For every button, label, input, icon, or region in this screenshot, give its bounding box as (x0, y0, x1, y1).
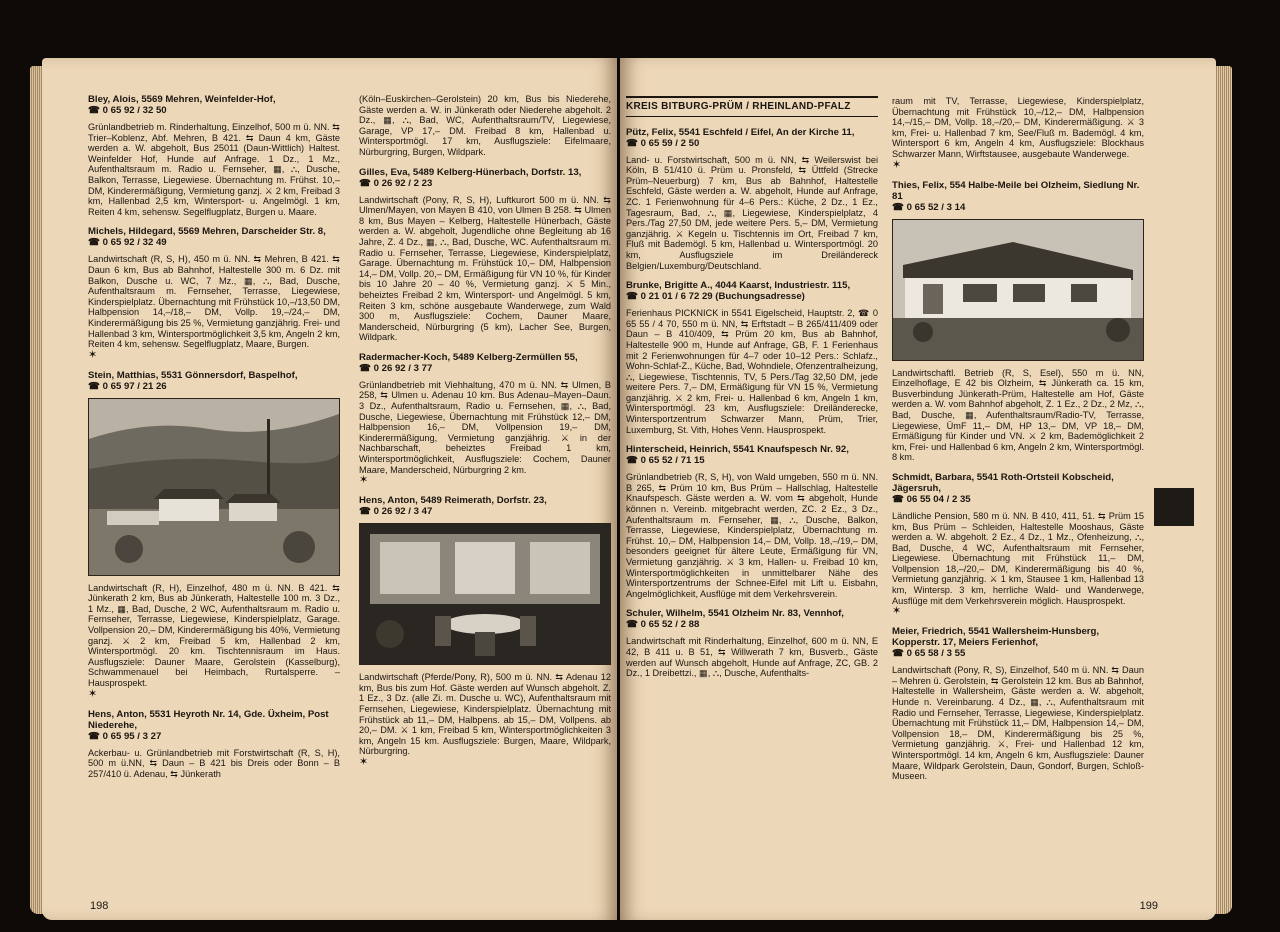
listing-continuation (892, 96, 1144, 171)
phone-number: ☎ 0 65 97 / 21 26 (88, 380, 167, 392)
star-mark: ✶ (892, 605, 902, 618)
farm-landscape-photo (88, 398, 340, 576)
listing-gilles: Gilles, Eva, 5489 Kelberg-Hünerbach, Dorfstr. 13, ☎ 0 26 92 / 2 23 Landwirtschaft (Pony, R, S, H), Luftkurort 500 m ü. NN. ⇆ Ulmen/Mayen, von Mayen B 410, von Ulmen B 258. ⇆ Ulmen 8 km, Bus Mayen – Kelberg, Haltestelle Hünerbach, Gäste werden a. W. abgeholt, Jugendliche ohne Begleitung ab 16 Jahre, Z. 4 Dz., ▦, ⛬, Bad, Dusche, WC. Aufenthaltsraum m. Radio u. Fernseher, Terrasse, Liegewiese, Kinderspielplatz, Garage. Übernachtung m. Frühstück 10,– DM, Halbpension 14,– DM, Vollp. 20,– DM, Ermäßigung für VN 10 %, für Kinder bis 10 Jahre 20 – 40 %, Vermietung ganzj. ⚔ 5 Min., beheiztes Freibad 2 km, Wintersport- und Angelmögl. 5 km, Reiten 3 km, schöne ausgebaute Wanderwege, zum Wald 300 m, Ausflugsziele: Cochem, Dauner Maare, Manderscheid, Nürburgring (5 km), Lacher See, Burgen, Wildpark. (359, 166, 611, 343)
phone-number: ☎ 0 26 92 / 2 23 (359, 177, 433, 189)
listing-meier: Meier, Friedrich, 5541 Wallersheim-Hunsberg, Kopperstr. 17, Meiers Ferienhof, ☎ 0 65 58 / 3 55 Landwirtschaft (Pony, R, S), Einzelhof, 540 m ü. NN. ⇆ Daun – Mehren ü. Gerolstein, ⇆ Gerolstein 12 km. Bus ab Bahnhof, Haltestelle in Wallersheim, Gäste werden a. W. abgeholt, Hunde n. Vereinbarung. 4 Dz., ▦, ⛬, Aufenthaltsraum mit Radio und Fernseher, Terrasse, Liegewiese, Kinderspielplatz. Übernachtung mit Frühstück 11,– DM, Halbpension 14,– DM, Vollpension 18,– DM, Kinderermäßigung bis 25 %, Vermietung ganzjährig. ⚔, Frei- und Hallenbad 12 km, Wintersportmögl. 14 km, Angeln 6 km, Ausflugsziele: Dauner Maare, Wildpark Gerolstein, Daun, Gondorf, Burgen, Schloß-Museen. (892, 626, 1144, 782)
region-header: KREIS BITBURG-PRÜM / RHEINLAND-PFALZ (626, 96, 878, 117)
phone-number: ☎ 0 65 59 / 2 50 (626, 137, 700, 149)
listing-text: Landwirtschaft (R, H), Einzelhof, 480 m ü. NN. B 421. ⇆ Jünkerath 2 km, Bus ab Jünkerath, Haltestelle 100 m. 3 Dz., 1 Mz., ▦, Bad, Dusche, 2 WC, Aufenthaltsraum m. Radio u. Fernseher, Terrasse, Liegewiese, Kinderspielplatz, Garage. Vollpension 20,– DM, Kinderermäßigung bis 40%, Vermietung ganzj. ⚔ 2 km, Freibad 5 km, Hallenbad 2 km, Wintersportmögl. 20 km. Tischtennisraum im Haus. Ausflugsziele: Dauner Maare, Gerolstein (Kasselburg), Schwammenauel bei Heimbach, Rurtalsperre. – Hausprospekt. (88, 582, 340, 689)
listing-schmidt: Schmidt, Barbara, 5541 Roth-Ortsteil Kobscheid, Jägersruh, ☎ 06 55 04 / 2 35 Ländliche Pension, 580 m ü. NN. B 410, 411, 51. ⇆ Prüm 15 km, Bus Prüm – Schleiden, Haltestelle Mooshaus, Gäste werden a. W. abgeholt. 2 Ez., 4 Dz., 1 Mz., Ofenheizung, ⛬, Bad, Dusche, 4 WC, Aufenthaltsraum mit Fernseher, Liegewiese. Übernachtung mit Frühstück 11,– DM, Vollpension 18,–/20,– DM, Kinderermäßigung bis 40 %, Vermietung ganzjährig. ⚔ 1 km, Stausee 1 km, Hallenbad 13 km, Wintersp. 3 km, herrliche Wald- und Wanderwege, Ausflüge mit dem Verkehrsverein möglich. Hausprospekt. ✶ (892, 471, 1144, 618)
listing-continuation (359, 94, 611, 158)
listing-text: Grünlandbetrieb m. Rinderhaltung, Einzelhof, 500 m ü. NN. ⇆ Trier–Koblenz, Abf. Mehren, B 421. ⇆ Daun 4 km, Gäste werden a. W. abgeholt, Bus 25011 (Daun-Wittlich) Haltest. Weinfelder Hof, Hunde auf Anfrage. 1 Dz., 1 Mz., Aufenthaltsraum m. Radio u. Fernseher, ▦, ⛬, Dusche, Balkon, Terrasse, Liegewiese. Übernachtung m. Frühst. 10,– DM, Kinderermäßigung, Vermietung ganzj. ⚔ 2 km, Freibad 3 km, Hallenbad 2,5 km, Wintersport- u. Angelmögl. 1 km, Reiten 4 km, sehensw. Segelflugplatz, Burgen u. Maare. (88, 122, 340, 217)
listing-bley: Bley, Alois, 5569 Mehren, Weinfelder-Hof, ☎ 0 65 92 / 32 50 Grünlandbetrieb m. Rinderhaltung, Einzelhof, 500 m ü. NN. ⇆ Trier–Koblenz, Abf. Mehren, B 421. ⇆ Daun 4 km, Gäste werden a. W. abgeholt, Bus 25011 (Daun-Wittlich) Haltest. Weinfelder Hof, Hunde auf Anfrage. 1 Dz., 1 Mz., Aufenthaltsraum m. Radio u. Fernseher, ▦, ⛬, Dusche, Balkon, Terrasse, Liegewiese. Übernachtung m. Frühst. 10,– DM, Kinderermäßigung, Vermietung ganzj. ⚔ 2 km, Freibad 3 km, Hallenbad 2,5 km, Wintersport- u. Angelmögl. 1 km, Reiten 4 km, sehensw. Segelflugplatz, Burgen u. Maare. (88, 94, 340, 217)
listing-text: Ländliche Pension, 580 m ü. NN. B 410, 411, 51. ⇆ Prüm 15 km, Bus Prüm – Schleiden, Haltestelle Mooshaus, Gäste werden a. W. abgeholt. 2 Ez., 4 Dz., 1 Mz., Ofenheizung, ⛬, Bad, Dusche, 4 WC, Aufenthaltsraum mit Fernseher, Liegewiese. Übernachtung mit Frühstück 11,– DM, Vollpension 18,–/20,– DM, Kinderermäßigung bis 40 %, Vermietung ganzjährig. ⚔ 1 km, Stausee 1 km, Hallenbad 13 km, Wintersp. 3 km, herrliche Wald- und Wanderwege, Ausflüge mit dem Verkehrsverein möglich. Hausprospekt. (892, 510, 1144, 606)
star-mark: ✶ (88, 348, 98, 361)
phone-number: ☎ 0 65 52 / 3 14 (892, 201, 966, 213)
left-col-1 (88, 94, 340, 788)
listing-text: raum mit TV, Terrasse, Liegewiese, Kinderspielplatz, Übernachtung mit Frühstück 10,–/12,– DM, Halbpension 14,–/15,– DM, Vollp. 18,–/20,– DM, Kinderermäßigung. ⚔ 3 km, Frei- u. Hallenbad 7 km, See/Fluß m. Bademögl. 4 km, Wintersport 6 km, Angeln 4 km, Ausflugsziele: Blockhaus Schwarzer Mann, Wirftstausee, ausgebaute Wanderwege. (892, 96, 1144, 159)
listing-text: Landwirtschaft mit Rinderhaltung, Einzelhof, 600 m ü. NN, E 42, B 411 u. B 51, ⇆ Willwerath 7 km, Busverb., Gäste werden auf Wunsch abgeholt, Hunde auf Anfrage, ZC, GB. 2 Dz., 1 Dreibettzi., ▦, ⛬, Dusche, Aufenthalts- (626, 636, 878, 679)
listing-hens-heyroth: Hens, Anton, 5531 Heyroth Nr. 14, Gde. Üxheim, Post Niederehe, ☎ 0 65 95 / 3 27 Ackerbau- u. Grünlandbetrieb mit Forstwirtschaft (R, S, H), 500 m ü.NN, ⇆ Daun – B 421 bis Dreis oder Bonn – B 257/410 ü. Adenau, ⇆ Jünkerath (88, 708, 340, 779)
house-photo (892, 219, 1144, 361)
right-col-2 (892, 96, 1144, 791)
thumb-index-tab (1154, 488, 1194, 526)
left-page (42, 58, 617, 920)
listing-puetz: Pütz, Felix, 5541 Eschfeld / Eifel, An der Kirche 11, ☎ 0 65 59 / 2 50 Land- u. Forstwirtschaft, 500 m ü. NN, ⇆ Weilerswist bei Köln, B 51/410 ü. Prüm u. Pronsfeld, ⇆ Üttfeld (Strecke Prüm–Neuerburg) 7 km, Bus ab Bahnhof, Haltestelle Eschfeld, Gäste werden a. W. abgeholt, Hunde auf Anfrage, ZC. 1 Ferienwohnung für 4–6 Pers.: Küche, 2 Dz., 1 Ez., Tagesraum, Bad, ⛬, ▦, Liegewiese, Kinderspielplatz, 4 Pers./Tag 27,50 DM, jede weitere Pers. 5,– DM, Vermietung ganzjährig. ⚔ Kegeln u. Tischtennis im Ort, Freibad 7 km, Fluß mit Bademögl. 5 km, Hallenbad u. Wintersportmögl. 20 km, Ausflugsziele im Dreiländereck Belgien/Luxemburg/Deutschland. (626, 126, 878, 271)
listing-text: Ackerbau- u. Grünlandbetrieb mit Forstwirtschaft (R, S, H), 500 m ü.NN, ⇆ Daun – B 421 bis Dreis oder Bonn – B 257/410 ü. Adenau, ⇆ Jünkerath (88, 747, 340, 779)
listing-text: Landwirtschaft (Pony, R, S, H), Luftkurort 500 m ü. NN. ⇆ Ulmen/Mayen, von Mayen B 410, von Ulmen B 258. ⇆ Ulmen 8 km, Bus Mayen – Kelberg, Haltestelle Hünerbach, Gäste werden a. W. abgeholt, Jugendliche ohne Begleitung ab 16 Jahre, Z. 4 Dz., ▦, ⛬, Bad, Dusche, WC. Aufenthaltsraum m. Radio u. Fernseher, Terrasse, Liegewiese, Kinderspielplatz, Garage. Übernachtung m. Frühstück 10,– DM, Halbpension 14,– DM, Vollp. 20,– DM, Ermäßigung für VN 10 %, für Kinder bis 10 Jahre 20 – 40 %, Vermietung ganzj. ⚔ 5 Min., beheiztes Freibad 2 km, Wintersport- und Angelmögl. 5 km, Reiten 3 km, schöne ausgebaute Wanderwege, zum Wald 300 m, Ausflugsziele: Cochem, Dauner Maare, Manderscheid, Nürburgring (5 km), Lacher See, Burgen, Wildpark. (359, 194, 611, 343)
phone-number: ☎ 0 65 52 / 2 88 (626, 619, 700, 631)
listing-text: (Köln–Euskirchen–Gerolstein) 20 km, Bus bis Niederehe, Gäste werden a. W. in Jünkerath oder Niederehe abgeholt. 2 Dz., ▦, ⛬, Bad, WC, Aufenthaltsraum/TV, Liegewiese, Garage, VP 17,– DM. Freibad 8 km, Hallenbad u. Wintersportmögl. 17 km, Ausflugsziele: Eifelmaare, Nürburgring, Burgen, Wildpark. (359, 94, 611, 157)
star-mark: ✶ (892, 158, 902, 171)
star-mark: ✶ (359, 755, 369, 768)
left-col-2 (359, 94, 611, 777)
listing-radermacher: Radermacher-Koch, 5489 Kelberg-Zermüllen 55, ☎ 0 26 92 / 3 77 Grünlandbetrieb mit Viehhaltung, 470 m ü. NN. ⇆ Ulmen, B 258, ⇆ Ulmen u. Adenau 10 km. Bus Adenau–Mayen–Daun. 3 Dz., Aufenthaltsraum, Radio u. Fernsehen, ▦, ⛬, Bad, Dusche, Liegewiese, Übernachtung mit Frühstück 12,– DM, Halbpension 16,– DM, Vollpension 19,– DM, Kinderermäßigung, Vermietung ganzjährig. ⚔ in der Nachbarschaft, beheiztes Freibad 1 km, Wintersportmöglichkeit, Ausflugsziele: Cochem, Dauner Maare, Manderscheid, Nürburgring 2 km. ✶ (359, 351, 611, 487)
phone-number: ☎ 0 21 01 / 6 72 29 (Buchungsadresse) (626, 291, 805, 303)
listing-text: Landwirtschaft (Pony, R, S), Einzelhof, 540 m ü. NN. ⇆ Daun – Mehren ü. Gerolstein, ⇆ Gerolstein 12 km. Bus ab Bahnhof, Haltestelle in Wallersheim, Gäste werden a. W. abgeholt, Hunde n. Vereinbarung. 4 Dz., ▦, ⛬, Aufenthaltsraum mit Radio und Fernseher, Terrasse, Liegewiese, Kinderspielplatz. Übernachtung mit Frühstück 11,– DM, Halbpension 14,– DM, Vollpension 18,– DM, Kinderermäßigung bis 25 %, Vermietung ganzjährig. ⚔, Frei- und Hallenbad 12 km, Wintersportmögl. 14 km, Angeln 6 km, Ausflugsziele: Dauner Maare, Wildpark Gerolstein, Daun, Gondorf, Burgen, Schloß-Museen. (892, 665, 1144, 782)
listing-text: Landwirtschaft (Pferde/Pony, R), 500 m ü. NN. ⇆ Adenau 12 km, Bus bis zum Hof. Gäste werden auf Wunsch abgeholt. Z. 1 Ez., 3 Dz. (alle Zi. m. Dusche u. WC), Aufenthaltsraum mit Fernsehen, Liegewiese, Kinderspielplatz. Übernachtung mit Frühstück ab 11,– DM, Halbpens. ab 15,– DM, Vollpens. ab 20,– DM. ⚔ 1 km, Freibad 5 km, Wintersportmöglichkeiten 3 km, Angeln 15 km. Ausflugsziele: Burgen, Maare, Wildpark, Nürburgring. (359, 672, 611, 757)
page-number-right: 199 (1139, 900, 1158, 912)
listing-schuler: Schuler, Wilhelm, 5541 Olzheim Nr. 83, Vennhof, ☎ 0 65 52 / 2 88 Landwirtschaft mit Rinderhaltung, Einzelhof, 600 m ü. NN, E 42, B 411 u. B 51, ⇆ Willwerath 7 km, Busverb., Gäste werden auf Wunsch abgeholt, Hunde auf Anfrage, ZC, GB. 2 Dz., 1 Dreibettzi., ▦, ⛬, Dusche, Aufenthalts- (626, 608, 878, 679)
right-col-1 (626, 96, 878, 688)
listing-text: Landwirtschaft (R, S, H), 450 m ü. NN. ⇆ Mehren, B 421. ⇆ Daun 6 km, Bus ab Bahnhof, Haltestelle 300 m. 6 Dz. mit Balkon, Dusche u. WC, 7 Mz., ▦, ⛬, Bad, Dusche, Aufenthaltsraum m. Fernseher, Terrasse, Liegewiese, Kinderspielplatz. Übernachtung mit Frühstück 10,–/13,50 DM, Halbpension 14,–/18,– DM, Vollp. 19,–/24,– DM, Kinderermäßigung bis 25 %, Vermietung ganzjährig. Frei- und Hallenbad 3 km, Wintersportmöglichkeit 3,5 km, Angeln 2 km, Reiten 4 km, sehensw. Segelflugplatz, Maare, Burgen. (88, 254, 340, 350)
listing-text: Grünlandbetrieb (R, S, H), von Wald umgeben, 550 m ü. NN. B 265, ⇆ Prüm 10 km, Bus Prüm – Hallschlag, Haltestelle Knaufspesch. Gäste werden a. W. vom ⇆ abgeholt, Hunde können n. Vereinb. mitgebracht werden, ZC. 2 Ez., 3 Dz., Aufenthaltsraum m. Fernseher, ▦, ⛬, Dusche, Balkon, Terrasse, Liegewiese, Kinderspielplatz, Übernachtung m. Frühst. 10,– DM, Halbpension 14,– DM, Vollp. 18,–/19,– DM, besonders geeignet für ältere Leute, Ermäßigung für VN, Vermietung ganzjährig. ⚔ 3 km, Hallen- u. Freibad 10 km, Wintersportmöglichkeiten in unmittelbarer Nähe des Wintersportzentrums der Schnee-Eifel mit Lift u. Eisbahn, Angelmöglichkeit, Ausflüge mit dem Verkehrsverein. (626, 472, 878, 599)
listing-text: Land- u. Forstwirtschaft, 500 m ü. NN, ⇆ Weilerswist bei Köln, B 51/410 ü. Prüm u. Pronsfeld, ⇆ Üttfeld (Strecke Prüm–Neuerburg) 7 km, Bus ab Bahnhof, Haltestelle Eschfeld, Gäste werden a. W. abgeholt, Hunde auf Anfrage, ZC. 1 Ferienwohnung für 4–6 Pers.: Küche, 2 Dz., 1 Ez., Tagesraum, Bad, ⛬, ▦, Liegewiese, Kinderspielplatz, 4 Pers./Tag 27,50 DM, jede weitere Pers. 5,– DM, Vermietung ganzjährig. ⚔ Kegeln u. Tischtennis im Ort, Freibad 7 km, Fluß mit Bademögl. 5 km, Hallenbad u. Wintersportmögl. 20 km, Ausflugsziele im Dreiländereck Belgien/Luxemburg/Deutschland. (626, 154, 878, 271)
phone-number: ☎ 0 65 58 / 3 55 (892, 648, 966, 660)
star-mark: ✶ (359, 474, 369, 487)
phone-number: ☎ 0 26 92 / 3 47 (359, 506, 433, 518)
phone-number: ☎ 0 26 92 / 3 77 (359, 362, 433, 374)
listing-michels: Michels, Hildegard, 5569 Mehren, Darscheider Str. 8, ☎ 0 65 92 / 32 49 Landwirtschaft (R, S, H), 450 m ü. NN. ⇆ Mehren, B 421. ⇆ Daun 6 km, Bus ab Bahnhof, Haltestelle 300 m. 6 Dz. mit Balkon, Dusche u. WC, 7 Mz., ▦, ⛬, Bad, Dusche, Aufenthaltsraum m. Fernseher, Terrasse, Liegewiese, Kinderspielplatz. Übernachtung mit Frühstück 10,–/13,50 DM, Halbpension 14,–/18,– DM, Vollp. 19,–/24,– DM, Kinderermäßigung bis 25 %, Vermietung ganzjährig. Frei- und Hallenbad 3 km, Wintersportmöglichkeit 3,5 km, Angeln 2 km, Reiten 4 km, sehensw. Segelflugplatz, Maare, Burgen. ✶ (88, 226, 340, 361)
listing-text: Grünlandbetrieb mit Viehhaltung, 470 m ü. NN. ⇆ Ulmen, B 258, ⇆ Ulmen u. Adenau 10 km. Bus Adenau–Mayen–Daun. 3 Dz., Aufenthaltsraum, Radio u. Fernsehen, ▦, ⛬, Bad, Dusche, Liegewiese, Übernachtung mit Frühstück 12,– DM, Halbpension 16,– DM, Vollpension 19,– DM, Kinderermäßigung, Vermietung ganzjährig. ⚔ in der Nachbarschaft, beheiztes Freibad 1 km, Wintersportmöglichkeit, Ausflugsziele: Cochem, Dauner Maare, Manderscheid, Nürburgring 2 km. (359, 379, 611, 475)
phone-number: ☎ 06 55 04 / 2 35 (892, 493, 971, 505)
phone-number: ☎ 0 65 92 / 32 50 (88, 105, 167, 116)
page-number-left: 198 (90, 900, 109, 912)
listing-hens-reimerath: Hens, Anton, 5489 Reimerath, Dorfstr. 23, ☎ 0 26 92 / 3 47 Landwirtschaft (Pferde/Pony, R), 500 m ü. NN. ⇆ Adenau 12 km, Bus bis zum Hof. Gäste werden auf Wunsch abgeholt. Z. 1 Ez., 3 Dz. (alle Zi. m. Dusche u. WC), Aufenthaltsraum mit Fernsehen, Liegewiese, Kinderspielplatz. Übernachtung mit Frühstück ab 11,– DM, Halbpens. ab 15,– DM, Vollpens. ab 20,– DM. ⚔ 1 km, Freibad 5 km, Wintersportmöglichkeiten 3 km, Angeln 15 km. Ausflugsziele: Burgen, Maare, Wildpark, Nürburgring. ✶ (359, 495, 611, 768)
phone-number: ☎ 0 65 92 / 32 49 (88, 237, 167, 249)
listing-text: Ferienhaus PICKNICK in 5541 Eigelscheid, Hauptstr. 2, ☎ 0 65 55 / 4 70, 550 m ü. NN, ⇆ Erftstadt – B 265/411/409 oder Daun – B 410/409, ⇆ Prüm 20 km, Bus ab Bahnhof, Haltestelle 900 m, Hunde auf Anfrage, GB, F. 1 Ferienhaus mit 2 Ferienwohnungen für 4–7 oder 10–12 Pers.: Schlafz., Wohn-Schlaf-Z., Küche, Bad, Wohndiele, Ofenzentralheizung, ⛬, Liegewiese, Tischtennis, TV, 5 Pers./Tag 32,50 DM, jede weitere Pers. 7,– DM, Ermäßigung für VN 15 %, Vermietung ganzjährig. ⚔ 2 km, Frei- u. Hallenbad 6 km, Angeln 1 km, Wintersportmögl. 23 km, Ausflugsziele: Dreiländerecke, Wintersportzentrum Schwarzer Mann, Prüm, Trier, Luxemburg, St. Vith, Hohes Venn. Hausprospekt. (626, 308, 878, 435)
listing-hinterscheid: Hinterscheid, Heinrich, 5541 Knaufspesch Nr. 92, ☎ 0 65 52 / 71 15 Grünlandbetrieb (R, S, H), von Wald umgeben, 550 m ü. NN. B 265, ⇆ Prüm 10 km, Bus Prüm – Hallschlag, Haltestelle Knaufspesch. Gäste werden a. W. vom ⇆ abgeholt, Hunde können n. Vereinb. mitgebracht werden, ZC. 2 Ez., 3 Dz., Aufenthaltsraum m. Fernseher, ▦, ⛬, Dusche, Balkon, Terrasse, Liegewiese, Kinderspielplatz, Übernachtung m. Frühst. 10,– DM, Halbpension 14,– DM, Vollp. 18,–/19,– DM, besonders geeignet für ältere Leute, Ermäßigung für VN, Vermietung ganzjährig. ⚔ 3 km, Hallen- u. Freibad 10 km, Wintersportmöglichkeiten in unmittelbarer Nähe des Wintersportzentrums der Schnee-Eifel mit Lift u. Eisbahn, Angelmöglichkeit, Ausflüge mit dem Verkehrsverein. (626, 444, 878, 599)
phone-number: ☎ 0 65 95 / 3 27 (88, 730, 162, 742)
listing-stein: Stein, Matthias, 5531 Gönnersdorf, Baspelhof, ☎ 0 65 97 / 21 26 Landwirtschaft (R, H), Einzelhof, 480 m ü. NN. B 421. ⇆ Jünkerath 2 km, Bus ab Jünkerath, Haltestelle 100 m. 3 Dz., 1 Mz., ▦, Bad, Dusche, 2 WC, Aufenthaltsraum m. Radio u. Fernseher, Terrasse, Liegewiese, Kinderspielplatz, Garage. Vollpension 20,– DM, Kinderermäßigung bis 40%, Vermietung ganzj. ⚔ 2 km, Freibad 5 km, Hallenbad 2 km, Wintersportmögl. 20 km. Tischtennisraum im Haus. Ausflugsziele: Dauner Maare, Gerolstein (Kasselburg), Schwammenauel bei Heimbach, Rurtalsperre. – Hausprospekt. ✶ (88, 369, 340, 700)
star-mark: ✶ (88, 687, 98, 700)
right-page (620, 58, 1216, 920)
listing-text: Landwirtschaftl. Betrieb (R, S, Esel), 550 m ü. NN, Einzelhoflage, E 42 bis Olzheim, ⇆ Jünkerath ca. 15 km, Busverbindung Jünkerath-Prüm, Haltestelle am Hof, Gäste werden a. W. vom Bahnhof abgeholt, Z. 1 Ez., 2 Dz., 2 Mz, ⛬, Bad, Dusche, ▦, Aufenthaltsraum/Radio-TV, Terrasse, Liegewiese, ÜmF 11,– DM, HP 13,– DM, VP 18,– DM, Ermäßigung für Kinder und VN. ⚔ 2 km, Bademöglichkeit 2 km, Frei- und Hallenbad 6 km, Angeln 2 km, Wintersportmögl. 8 km. (892, 367, 1144, 463)
book-page-edges-right (1214, 66, 1232, 914)
phone-number: ☎ 0 65 52 / 71 15 (626, 455, 705, 467)
listing-brunke: Brunke, Brigitte A., 4044 Kaarst, Industriestr. 115, ☎ 0 21 01 / 6 72 29 (Buchungsadresse) Ferienhaus PICKNICK in 5541 Eigelscheid, Hauptstr. 2, ☎ 0 65 55 / 4 70, 550 m ü. NN, ⇆ Erftstadt – B 265/411/409 oder Daun – B 410/409, ⇆ Prüm 20 km, Bus ab Bahnhof, Haltestelle 900 m, Hunde auf Anfrage, GB, F. 1 Ferienhaus mit 2 Ferienwohnungen für 4–7 oder 10–12 Pers.: Schlafz., Wohn-Schlaf-Z., Küche, Bad, Wohndiele, Ofenzentralheizung, ⛬, Liegewiese, Tischtennis, TV, 5 Pers./Tag 32,50 DM, jede weitere Pers. 7,– DM, Ermäßigung für VN 15 %, Vermietung ganzjährig. ⚔ 2 km, Frei- u. Hallenbad 6 km, Angeln 1 km, Wintersportmögl. 23 km, Ausflugsziele: Dreiländerecke, Wintersportzentrum Schwarzer Mann, Prüm, Trier, Luxemburg, St. Vith, Hohes Venn. Hausprospekt. (626, 280, 878, 435)
dining-room-photo (359, 523, 611, 665)
listing-thies: Thies, Felix, 554 Halbe-Meile bei Olzheim, Siedlung Nr. 81 ☎ 0 65 52 / 3 14 Landwirtschaftl. Betrieb (R, S, Esel), 550 m ü. NN, Einzelhoflage, E 42 bis Olzheim, ⇆ Jünkerath ca. 15 km, Busverbindung Jünkerath-Prüm, Haltestelle am Hof, Gäste werden a. W. vom Bahnhof abgeholt, Z. 1 Ez., 2 Dz., 2 Mz, ⛬, Bad, Dusche, ▦, Aufenthaltsraum/Radio-TV, Terrasse, Liegewiese, ÜmF 11,– DM, HP 13,– DM, VP 18,– DM, Ermäßigung für Kinder und VN. ⚔ 2 km, Bademöglichkeit 2 km, Frei- und Hallenbad 6 km, Angeln 2 km, Wintersportmögl. 8 km. (892, 179, 1144, 463)
